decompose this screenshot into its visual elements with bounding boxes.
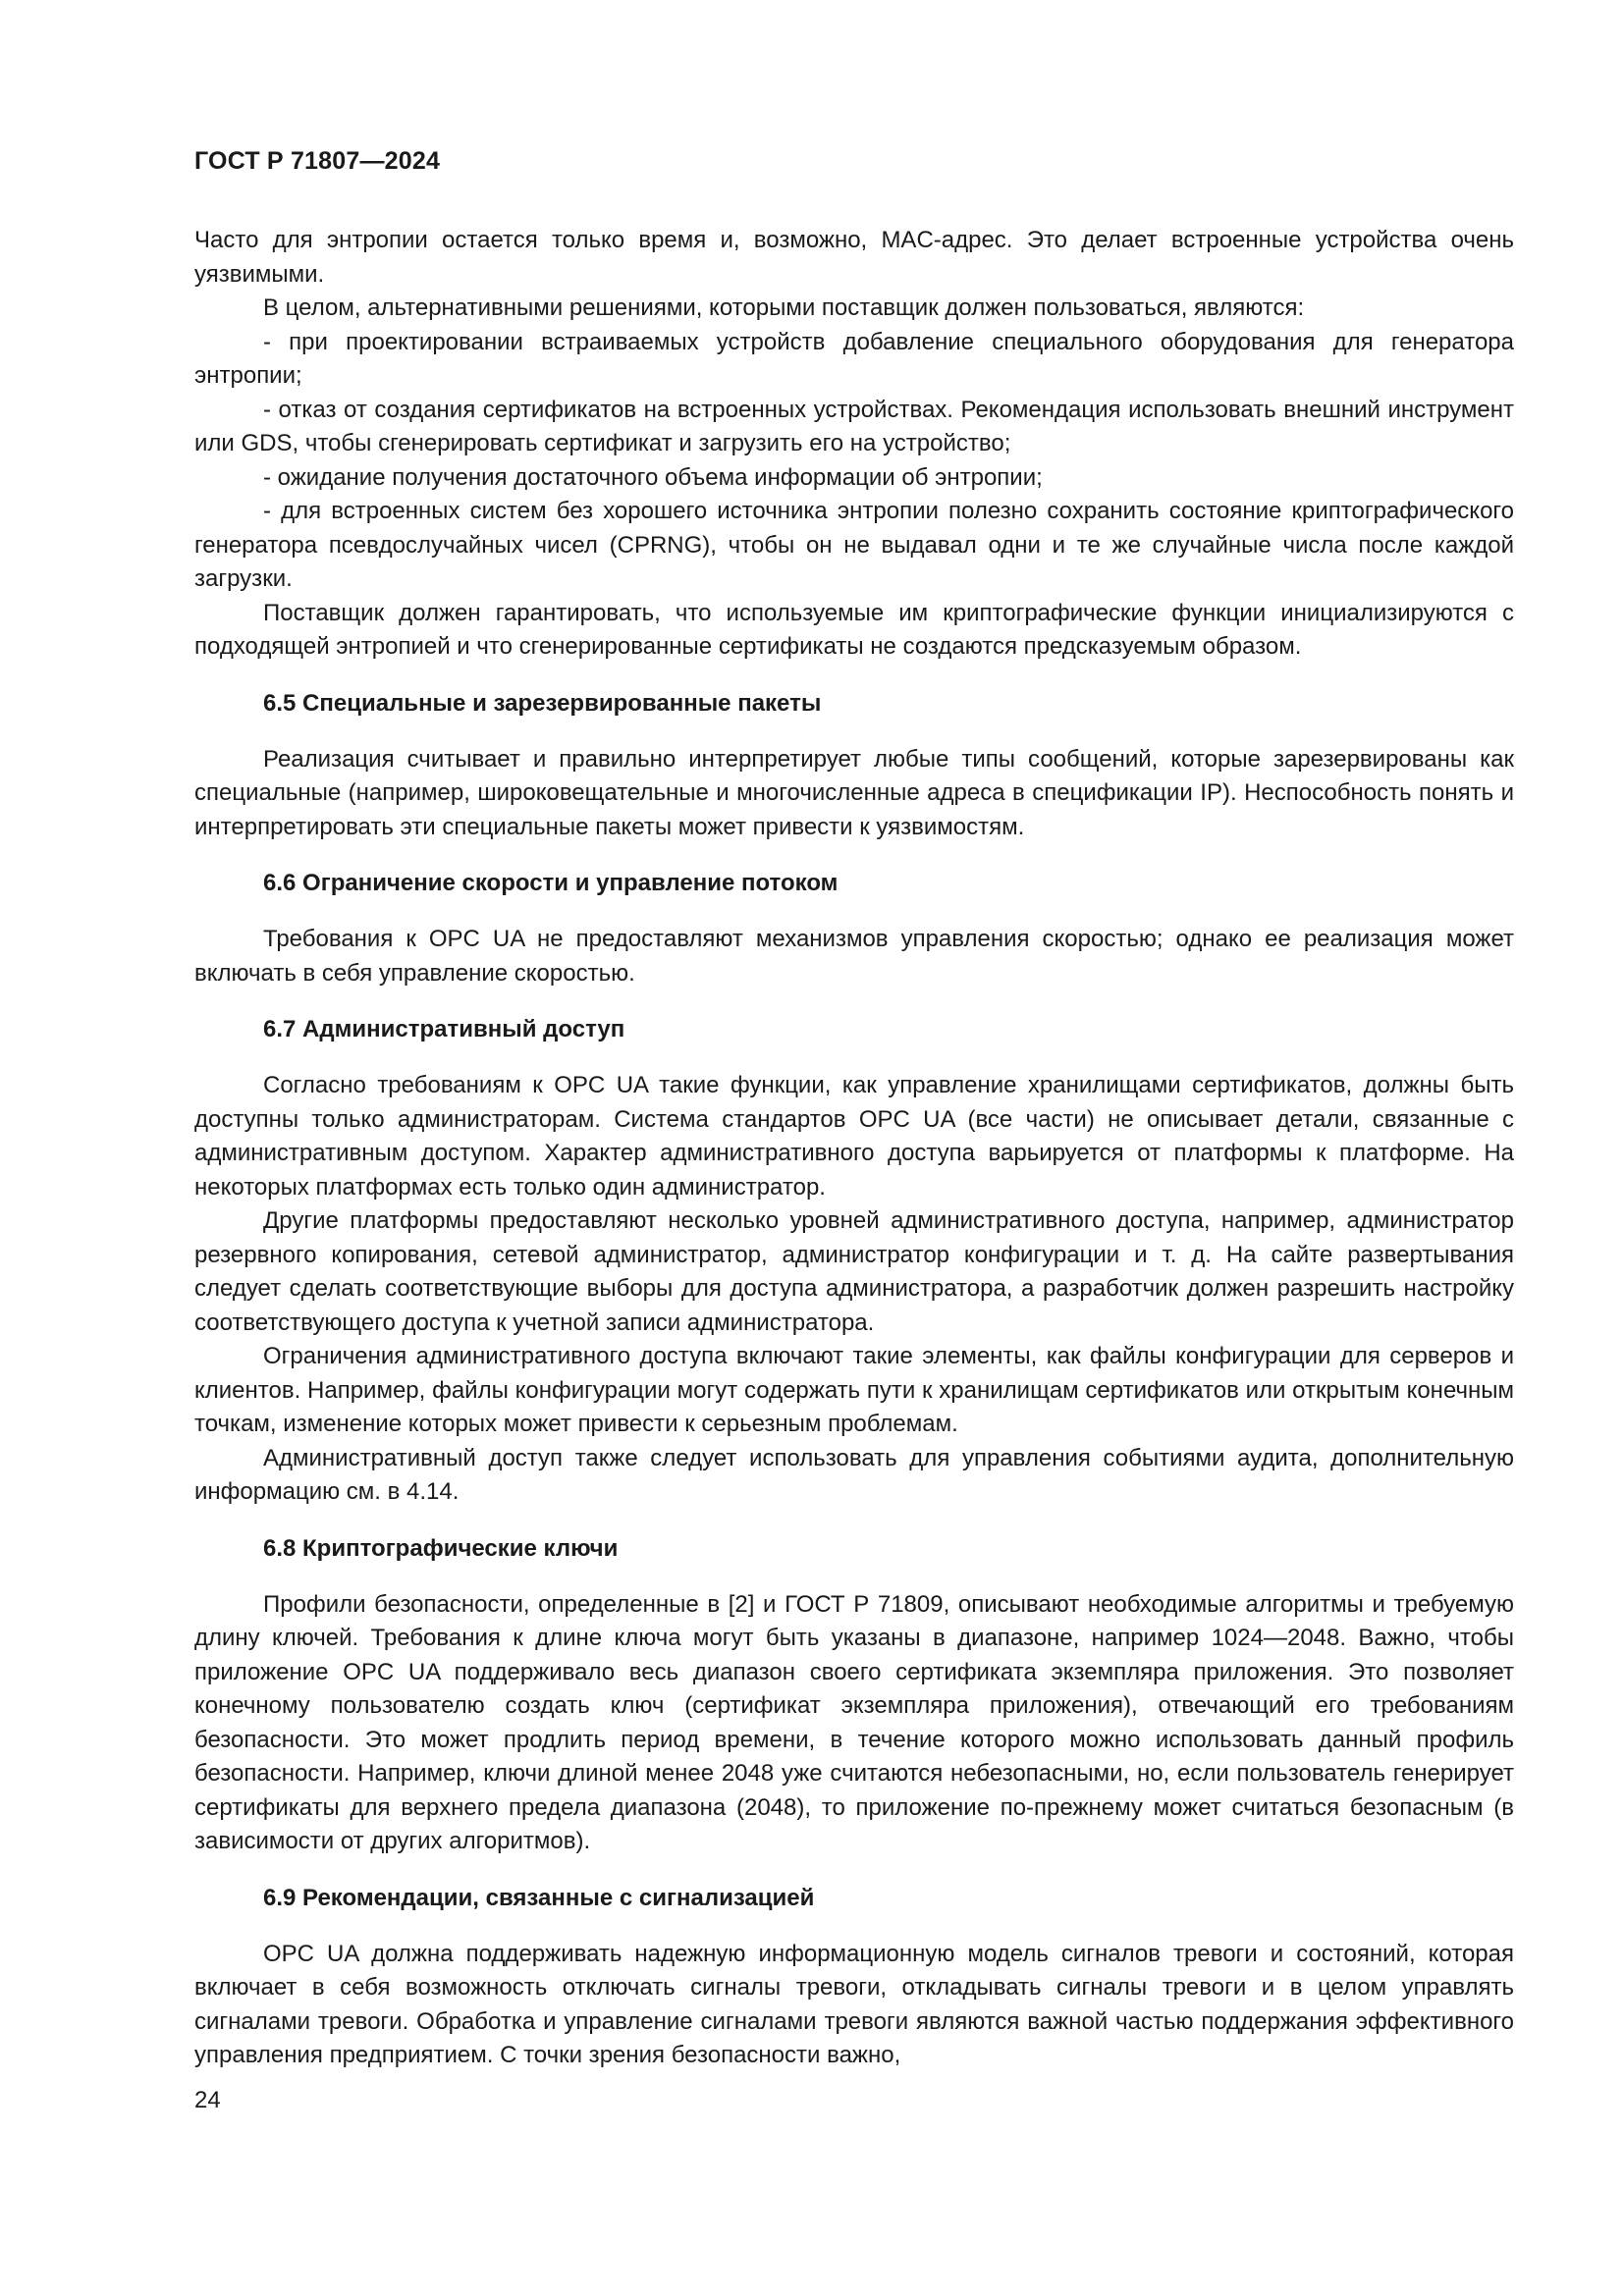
section-heading-6-9: 6.9 Рекомендации, связанные с сигнализацией: [263, 1884, 815, 1911]
paragraph: Согласно требованиям к OPC UA такие функции, как управление хранилищами сертификатов, должны быть доступны только администраторам. Система стандартов OPC UA (все части) не описывает детали, связанные с административным доступом. Характер административного доступа варьируется от платформы к платформе. На некоторых платформах есть только один администратор.: [194, 1072, 1514, 1201]
paragraph: Ограничения административного доступа включают такие элементы, как файлы конфигурации для серверов и клиентов. Например, файлы конфигурации могут содержать пути к хранилищам сертификатов или открытым конечным точкам, изменение которых может привести к серьезным проблемам.: [194, 1343, 1514, 1437]
paragraph: Поставщик должен гарантировать, что используемые им криптографические функции инициализируются с подходящей энтропией и что сгенерированные сертификаты не создаются предсказуемым образом.: [194, 599, 1514, 660]
paragraph: Профили безопасности, определенные в [2] и ГОСТ Р 71809, описывают необходимые алгоритмы и требуемую длину ключей. Требования к длине ключа могут быть указаны в диапазоне, например 1024—2048. Важно, чтобы приложение OPC UA поддерживало весь диапазон своего сертификата экземпляра приложения. Это позволяет конечному пользователю создать ключ (сертификат экземпляра приложения), отвечающий его требованиям безопасности. Это может продлить период времени, в течение которого можно использовать данный профиль безопасности. Например, ключи длиной менее 2048 уже считаются небезопасными, но, если пользователь генерирует сертификаты для верхнего предела диапазона (2048), то приложение по-прежнему может считаться безопасным (в зависимости от других алгоритмов).: [194, 1590, 1514, 1854]
list-item: - для встроенных систем без хорошего источника энтропии полезно сохранить состояние криптографического генератора псевдослучайных чисел (CPRNG), чтобы он не выдавал одни и те же случайные числа после каждой загрузки.: [194, 498, 1514, 592]
paragraph: OPC UA должна поддерживать надежную информационную модель сигналов тревоги и состояний, которая включает в себя возможность отключать сигналы тревоги, откладывать сигналы тревоги и в целом управлять сигналами тревоги. Обработка и управление сигналами тревоги являются важной частью поддержания эффективного управления предприятием. С точки зрения безопасности важно,: [194, 1940, 1514, 2068]
document-body: [194, 224, 1514, 2073]
paragraph: Административный доступ также следует использовать для управления событиями аудита, дополнительную информацию см. в 4.14.: [194, 1444, 1514, 1505]
list-item: - при проектировании встраиваемых устройств добавление специального оборудования для генератора энтропии;: [194, 328, 1514, 389]
paragraph: В целом, альтернативными решениями, которыми поставщик должен пользоваться, являются:: [263, 294, 1305, 321]
section-heading-6-8: 6.8 Криптографические ключи: [263, 1534, 619, 1562]
paragraph: Другие платформы предоставляют несколько уровней административного доступа, например, администратор резервного копирования, сетевой администратор, администратор конфигурации и т. д. На сайте развертывания следует сделать соответствующие выборы для доступа администратора, а разработчик должен разрешить настройку соответствующего доступа к учетной записи администратора.: [194, 1207, 1514, 1336]
paragraph: Реализация считывает и правильно интерпретирует любые типы сообщений, которые зарезервированы как специальные (например, широковещательные и многочисленные адреса в спецификации IP). Неспособность понять и интерпретировать эти специальные пакеты может привести к уязвимостям.: [194, 745, 1514, 840]
list-item: - ожидание получения достаточного объема информации об энтропии;: [263, 463, 1043, 491]
section-heading-6-5: 6.5 Специальные и зарезервированные пакеты: [263, 689, 822, 717]
list-item: - отказ от создания сертификатов на встроенных устройствах. Рекомендация использовать внешний инструмент или GDS, чтобы сгенерировать сертификат и загрузить его на устройство;: [194, 396, 1514, 456]
page-number: 24: [194, 2087, 221, 2113]
paragraph: Часто для энтропии остается только время и, возможно, MAC-адрес. Это делает встроенные устройства очень уязвимыми.: [194, 227, 1514, 288]
document-header: ГОСТ Р 71807—2024: [194, 147, 441, 175]
section-heading-6-7: 6.7 Административный доступ: [263, 1016, 625, 1042]
section-heading-6-6: 6.6 Ограничение скорости и управление потоком: [263, 870, 839, 896]
paragraph: Требования к OPC UA не предоставляют механизмов управления скоростью; однако ее реализация может включать в себя управление скоростью.: [194, 926, 1514, 987]
